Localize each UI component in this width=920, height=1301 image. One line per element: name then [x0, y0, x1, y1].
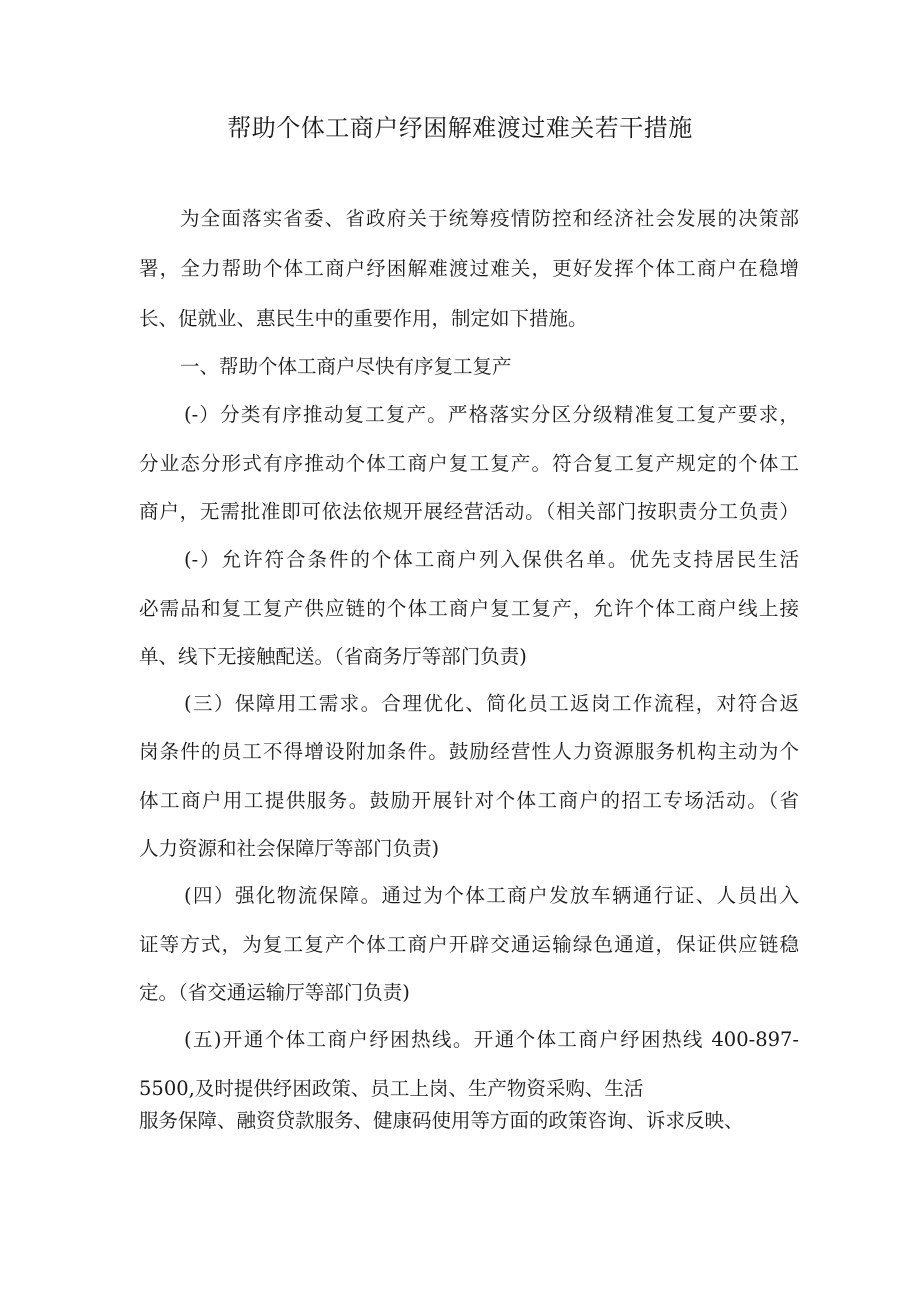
paragraph-line: (五)开通个体工商户纾困热线。开通个体工商户纾困热线 400-897- [184, 1028, 799, 1051]
paragraph-line: 署，全力帮助个体工商户纾困解难渡过难关，更好发挥个体工商户在稳增 [139, 257, 799, 280]
paragraph-line: 为全面落实省委、省政府关于统筹疫情防控和经济社会发展的决策部 [180, 207, 799, 230]
paragraph-line: (三）保障用工需求。合理优化、简化员工返岗工作流程，对符合返 [184, 692, 799, 715]
paragraph-line: 必需品和复工复产供应链的个体工商户复工复产，允许个体工商户线上接 [139, 597, 799, 620]
paragraph-line: 人力资源和社会保障厅等部门负责) [139, 837, 440, 860]
paragraph-line: 体工商户用工提供服务。鼓励开展针对个体工商户的招工专场活动。（省 [139, 789, 799, 812]
paragraph-line: 岗条件的员工不得增设附加条件。鼓励经营性人力资源服务机构主动为个 [139, 740, 799, 763]
paragraph-line: 长、促就业、惠民生中的重要作用，制定如下措施。 [139, 307, 588, 330]
paragraph-line: (-）允许符合条件的个体工商户列入保供名单。优先支持居民生活 [184, 548, 799, 571]
paragraph-line: 商户，无需批准即可依法依规开展经营活动。（相关部门按职责分工负责） [139, 500, 799, 523]
paragraph-line: 分业态分形式有序推动个体工商户复工复产。符合复工复产规定的个体工 [139, 452, 799, 475]
paragraph-line: 5500,及时提供纾困政策、员工上岗、生产物资采购、生活 [139, 1077, 644, 1100]
paragraph-line: (四）强化物流保障。通过为个体工商户发放车辆通行证、人员出入 [184, 884, 799, 907]
paragraph-line: 服务保障、融资贷款服务、健康码使用等方面的政策咨询、诉求反映、 [139, 1109, 744, 1132]
paragraph-line: 证等方式，为复工复产个体工商户开辟交通运输绿色通道，保证供应链稳 [139, 933, 799, 956]
paragraph-line: (-）分类有序推动复工复产。严格落实分区分级精准复工复产要求， [184, 403, 799, 426]
paragraph-line: 定。（省交通运输厅等部门负责) [139, 981, 410, 1004]
paragraph-line: 单、线下无接触配送。（省商务厅等部门负责) [139, 645, 527, 668]
document-title: 帮助个体工商户纾困解难渡过难关若干措施 [227, 114, 693, 142]
section-heading: 一、帮助个体工商户尽快有序复工复产 [180, 355, 512, 378]
